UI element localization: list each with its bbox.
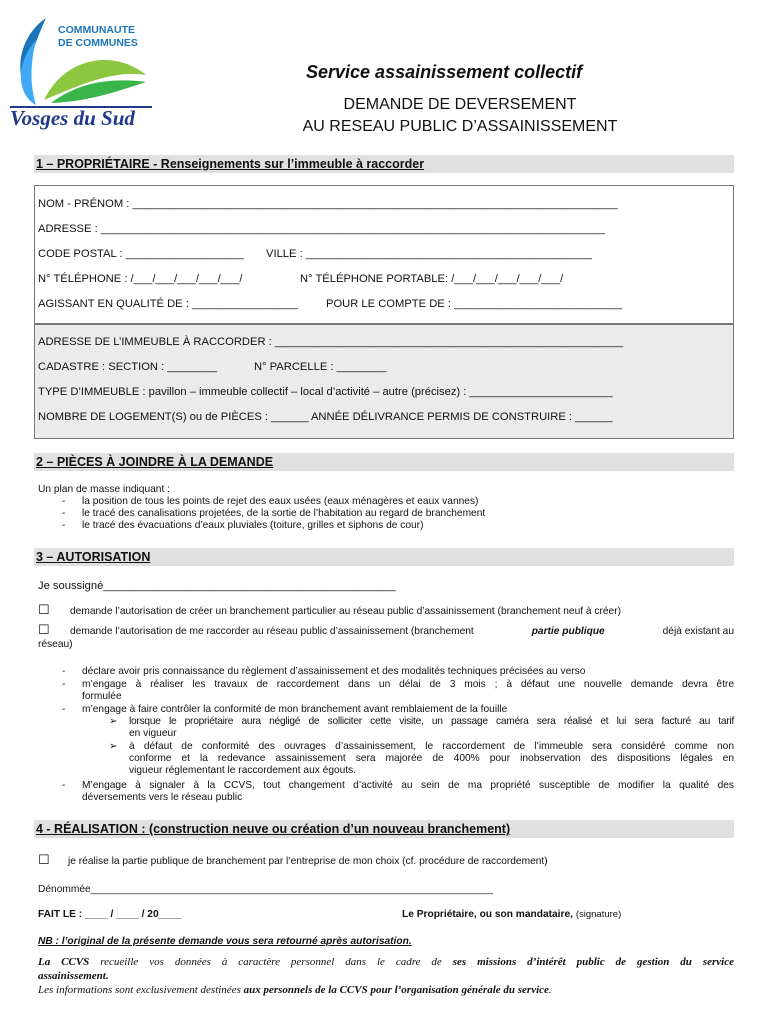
rgpd-destinees: Les informations sont exclusivement destinées xyxy=(38,984,241,996)
arrow-bullet: ➢ xyxy=(109,741,118,752)
arrow-bullet: ➢ xyxy=(109,716,118,727)
engagement-delai-cont: formulée xyxy=(82,691,122,702)
checkbox-partie-publique[interactable]: ☐ xyxy=(38,852,50,867)
checkbox-raccordement-existant[interactable]: ☐ xyxy=(38,622,50,637)
signataire-label xyxy=(402,909,621,920)
list-item: le tracé des canalisations projetées, de la sortie de l’habitation au regard de branchement xyxy=(82,508,486,519)
rgpd-period: . xyxy=(548,984,552,996)
sub-camera-cont: en vigueur xyxy=(129,728,177,739)
logements-field[interactable]: NOMBRE DE LOGEMENT(S) ou de PIÈCES : ______ ANNÉE DÉLIVRANCE PERMIS DE CONSTRUIRE : ______ xyxy=(38,411,613,423)
parcelle-field[interactable]: N° PARCELLE : ________ xyxy=(254,361,387,373)
plan-intro: Un plan de masse indiquant : xyxy=(38,484,170,495)
signataire-text: Le Propriétaire, ou son mandataire, xyxy=(402,909,573,920)
option-partie-publique: je réalise la partie publique de branchement par l’entreprise de mon choix (cf. procédure de raccordement) xyxy=(68,856,548,867)
dash: - xyxy=(62,508,66,519)
engagement-reglement: déclare avoir pris connaissance du règlement d’assainissement et des modalités techniques précisées au verso xyxy=(82,666,586,677)
denommee-field[interactable]: Dénommée_______________________________________________________________________ xyxy=(38,884,493,895)
checkbox-branchement-neuf[interactable]: ☐ xyxy=(38,602,50,617)
service-title: Service assainissement collectif xyxy=(306,62,583,82)
cadastre-section-field[interactable]: CADASTRE : SECTION : ________ xyxy=(38,361,218,373)
document-title-line2: AU RESEAU PUBLIC D’ASSAINISSEMENT xyxy=(302,118,618,135)
option2-text-d: réseau) xyxy=(38,639,73,650)
document-title-line1: DEMANDE DE DEVERSEMENT xyxy=(343,96,577,113)
dash: - xyxy=(62,679,66,690)
list-item: le tracé des évacuations d’eaux pluviales (toiture, grilles et siphons de cour) xyxy=(82,520,424,531)
dash: - xyxy=(62,780,66,791)
rgpd-ccvs: La CCVS xyxy=(38,956,90,968)
dash: - xyxy=(62,666,66,677)
engagement-signalement: M’engage à signaler à la CCVS, tout changement d’activité au sein de ma propriété susceptible de modifier la qualité des xyxy=(82,780,734,791)
section2-title: 2 – PIÈCES À JOINDRE À LA DEMANDE xyxy=(34,453,734,471)
logo-line1: COMMUNAUTE xyxy=(58,24,135,36)
engagement-delai: m’engage à réaliser les travaux de raccordement dans un délai de 3 mois ; à défaut une nouvelle demande devra être xyxy=(82,679,734,690)
rgpd-line1 xyxy=(38,956,734,968)
logo-line2: DE COMMUNES xyxy=(58,37,138,49)
engagement-signalement-cont: déversements vers le réseau public xyxy=(82,792,243,803)
dash: - xyxy=(62,520,66,531)
nom-prenom-field[interactable]: NOM - PRÉNOM : ______________________________________________________________________________ xyxy=(38,198,618,210)
logo-name: Vosges du Sud xyxy=(10,106,135,130)
logo xyxy=(6,10,156,135)
telephone-field[interactable]: N° TÉLÉPHONE : /___/___/___/___/___/ xyxy=(38,273,243,285)
pour-le-compte-field[interactable]: POUR LE COMPTE DE : ___________________________ xyxy=(326,298,623,310)
signature-hint: (signature) xyxy=(575,909,622,920)
type-immeuble-field[interactable]: TYPE D’IMMEUBLE : pavillon – immeuble collectif – local d’activité – autre (précisez) : _______________________ xyxy=(38,386,613,398)
sub-conformite-cont1: conforme et la redevance assainissement sera majorée de 400% pour inobservation des dispositions légales en xyxy=(129,753,734,764)
fait-le-field[interactable]: FAIT LE : ____ / ____ / 20____ xyxy=(38,909,182,920)
adresse-immeuble-field[interactable]: ADRESSE DE L’IMMEUBLE À RACCORDER : ________________________________________________________ xyxy=(38,336,624,348)
section3-title: 3 – AUTORISATION xyxy=(34,548,734,566)
rgpd-missions: ses missions d’intérêt public de gestion du service xyxy=(452,956,734,968)
rgpd-line2 xyxy=(38,984,552,996)
qualite-field[interactable]: AGISSANT EN QUALITÉ DE : _________________ xyxy=(38,298,298,310)
code-postal-field[interactable]: CODE POSTAL : ___________________ xyxy=(38,248,244,260)
option2-text-b: partie publique xyxy=(531,626,605,637)
portable-field[interactable]: N° TÉLÉPHONE PORTABLE: /___/___/___/___/___/ xyxy=(300,273,564,285)
section4-title: 4 - RÉALISATION : (construction neuve ou création d’un nouveau branchement) xyxy=(34,820,734,838)
nb-note: NB : l’original de la présente demande vous sera retourné après autorisation. xyxy=(38,936,412,947)
section1-title: 1 – PROPRIÉTAIRE - Renseignements sur l’immeuble à raccorder xyxy=(34,155,734,173)
rgpd-assainissement: assainissement. xyxy=(38,970,109,982)
adresse-field[interactable]: ADRESSE : _________________________________________________________________________________ xyxy=(38,223,605,235)
option2-text-c: déjà existant au xyxy=(662,626,734,637)
sub-camera: lorsque le propriétaire aura négligé de solliciter cette visite, un passage caméra sera réalisé et lui sera facturé au tarif xyxy=(129,716,734,727)
ville-field[interactable]: VILLE : ______________________________________________ xyxy=(266,248,593,260)
engagement-controle: m’engage à faire contrôler la conformité de mon branchement avant remblaiement de la fouille xyxy=(82,704,508,715)
sub-conformite-cont2: vigueur réglementant le raccordement aux égouts. xyxy=(129,765,357,776)
rgpd-recueille: recueille vos données à caractère personnel dans le cadre de xyxy=(100,956,442,968)
dash: - xyxy=(62,704,66,715)
option-raccordement-existant xyxy=(70,626,734,637)
option-branchement-neuf: demande l’autorisation de créer un branchement particulier au réseau public d’assainissement (branchement neuf à créer) xyxy=(70,606,621,617)
soussigne-field[interactable]: Je soussigné_______________________________________________ xyxy=(38,580,396,592)
rgpd-personnels: aux personnels de la CCVS pour l’organisation générale du service xyxy=(243,984,549,996)
option2-text-a: demande l’autorisation de me raccorder au réseau public d’assainissement (branchement xyxy=(70,626,474,637)
list-item: la position de tous les points de rejet des eaux usées (eaux ménagères et eaux vannes) xyxy=(82,496,479,507)
sub-conformite: à défaut de conformité des ouvrages d’assainissement, le raccordement de l’immeuble sera considéré comme non xyxy=(129,741,734,752)
dash: - xyxy=(62,496,66,507)
